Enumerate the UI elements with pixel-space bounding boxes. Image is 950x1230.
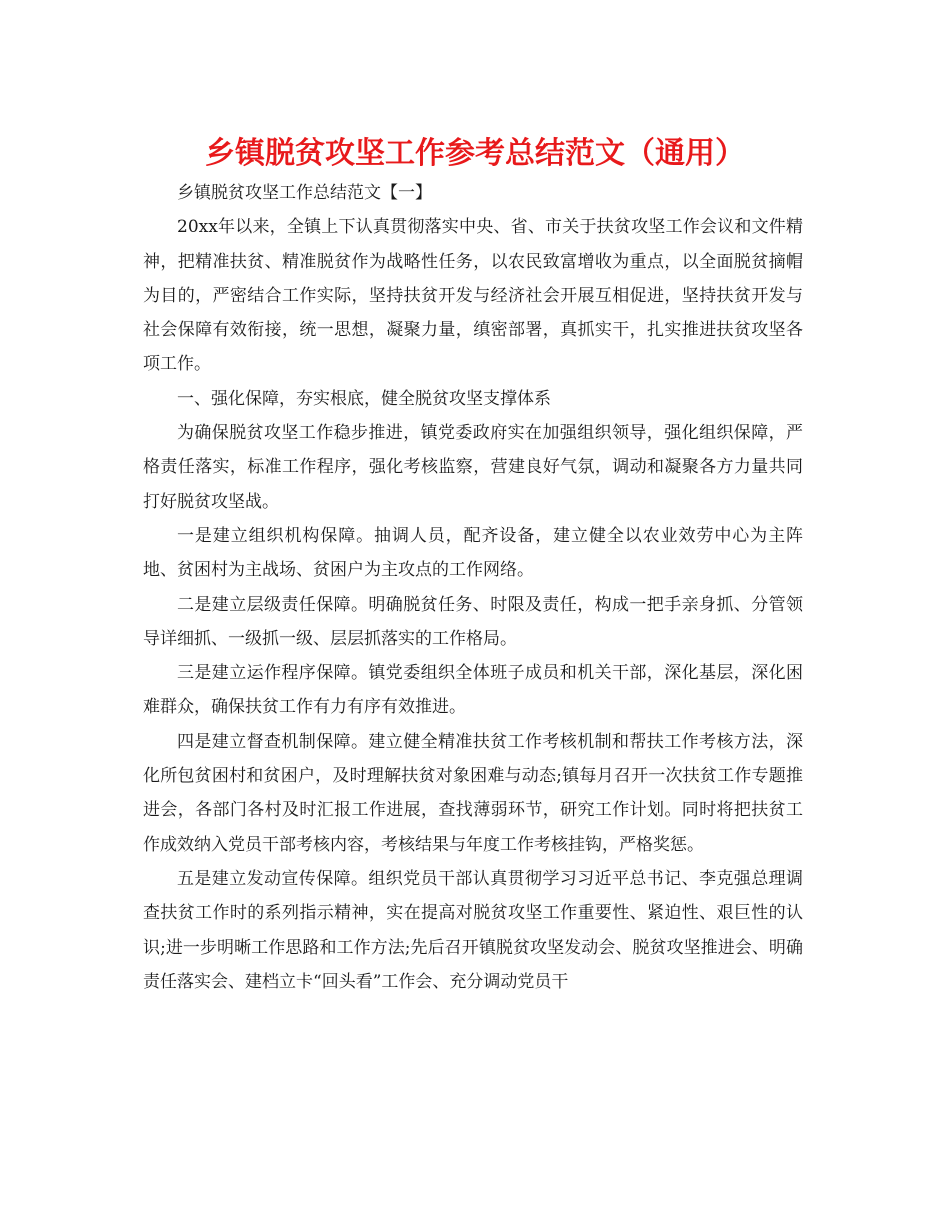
paragraph: 20xx年以来，全镇上下认真贯彻落实中央、省、市关于扶贫攻坚工作会议和文件精神，把精准扶贫、精准脱贫作为战略性任务，以农民致富增收为重点，以全面脱贫摘帽为目的，严密结合工作实际，坚持扶贫开发与经济社会开展互相促进，坚持扶贫开发与社会保障有效衔接，统一思想，凝聚力量，缜密部署，真抓实干，扎实推进扶贫攻坚各项工作。 [143,217,803,375]
paragraph: 三是建立运作程序保障。镇党委组织全体班子成员和机关干部，深化基层，深化困难群众，确保扶贫工作有力有序有效推进。 [143,663,803,718]
paragraph: 五是建立发动宣传保障。组织党员干部认真贯彻学习习近平总书记、李克强总理调查扶贫工作时的系列指示精神，实在提高对脱贫攻坚工作重要性、紧迫性、艰巨性的认识;进一步明晰工作思路和工作方法;先后召开镇脱贫攻坚发动会、脱贫攻坚推进会、明确责任落实会、建档立卡“回头看”工作会、充分调动党员干 [143,868,803,992]
section-heading: 一、强化保障，夯实根底，健全脱贫攻坚支撑体系 [177,388,551,409]
document-title: 乡镇脱贫攻坚工作参考总结范文（通用） [205,136,745,171]
paragraph: 二是建立层级责任保障。明确脱贫任务、时限及责任，构成一把手亲身抓、分管领导详细抓、一级抓一级、层层抓落实的工作格局。 [143,594,803,649]
paragraph: 一是建立组织机构保障。抽调人员，配齐设备，建立健全以农业效劳中心为主阵地、贫困村为主战场、贫困户为主攻点的工作网络。 [143,525,803,581]
paragraph: 为确保脱贫攻坚工作稳步推进，镇党委政府实在加强组织领导，强化组织保障，严格责任落实，标准工作程序，强化考核监察，营建良好气氛，调动和凝聚各方力量共同打好脱贫攻坚战。 [143,423,803,512]
section-heading: 乡镇脱贫攻坚工作总结范文【一】 [177,183,432,203]
document-body [143,176,803,999]
paragraph: 四是建立督查机制保障。建立健全精准扶贫工作考核机制和帮扶工作考核方法，深化所包贫困村和贫困户，及时理解扶贫对象困难与动态;镇每月召开一次扶贫工作专题推进会，各部门各村及时汇报工作进展，查找薄弱环节，研究工作计划。同时将把扶贫工作成效纳入党员干部考核内容，考核结果与年度工作考核挂钩，严格奖惩。 [143,731,803,855]
